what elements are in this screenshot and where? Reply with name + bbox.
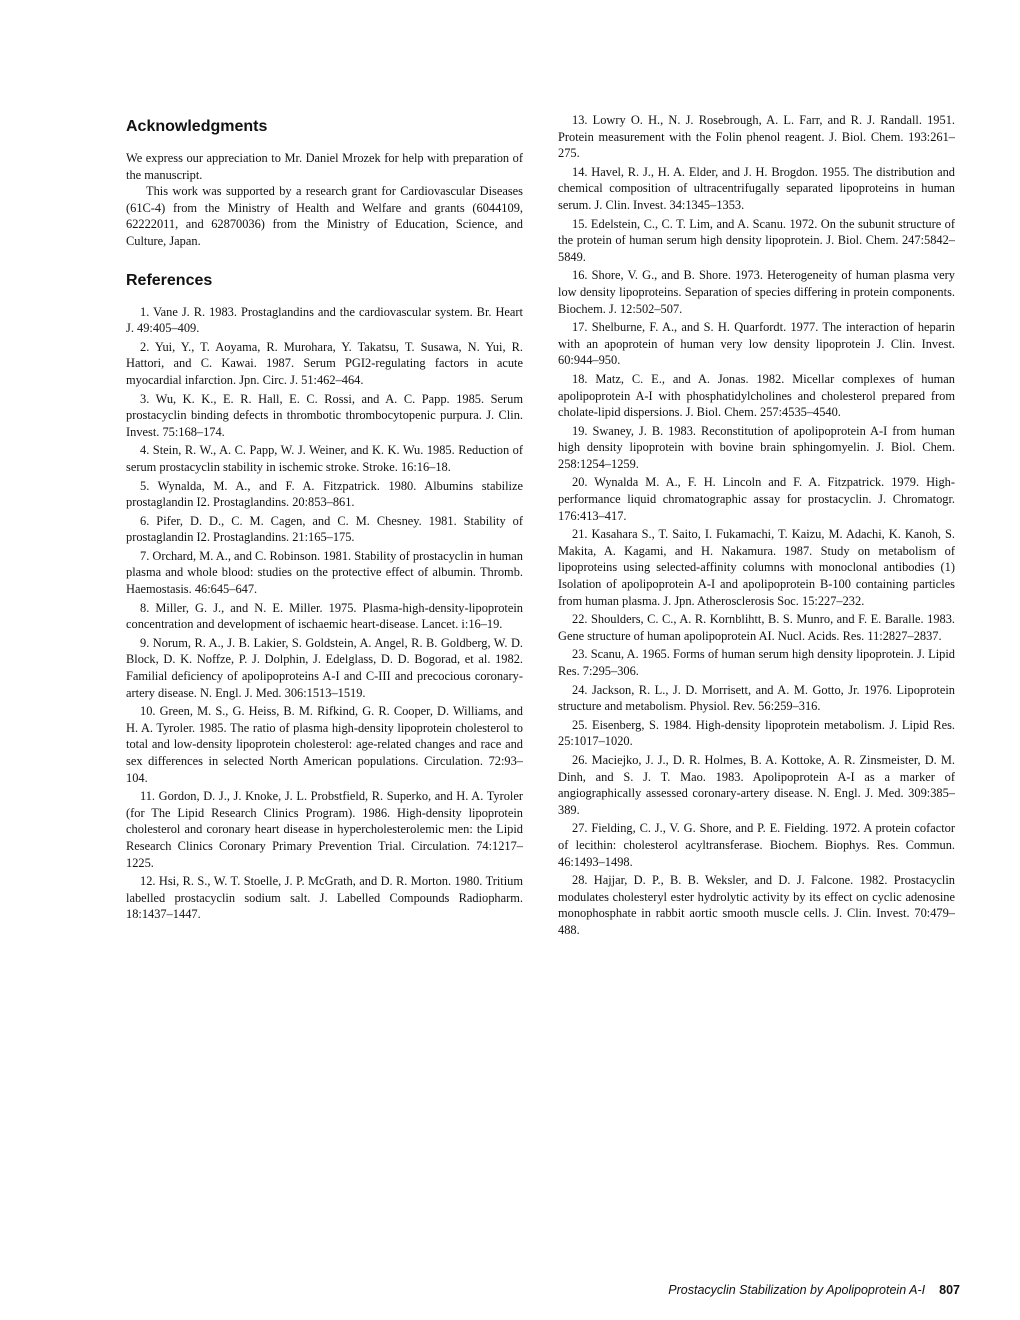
acknowledgments-paragraph: This work was supported by a research grant for Cardiovascular Diseases (61C-4) from the Ministry of Health and Welfare and grants (6044109, 62222011, and 62870036) from the Ministry of Education, Science, and Culture, Japan. <box>126 184 523 248</box>
reference-item: 2. Yui, Y., T. Aoyama, R. Murohara, Y. Takatsu, T. Susawa, N. Yui, R. Hattori, and C. Kawai. 1987. Serum PGI2-regulating factors in acute myocardial infarction. Jpn. Circ. J. 51:462–464. <box>126 339 523 387</box>
reference-item: 28. Hajjar, D. P., B. B. Weksler, and D. J. Falcone. 1982. Prostacyclin modulates cholesteryl ester hydrolytic activity by its effect on cyclic adenosine monophosphate in rabbit aortic smooth muscle cells. J. Clin. Invest. 70:479–488. <box>558 873 955 937</box>
reference-item: 8. Miller, G. J., and N. E. Miller. 1975. Plasma-high-density-lipoprotein concentration and development of ischaemic heart-disease. Lancet. i:16–19. <box>126 600 523 632</box>
reference-list-left <box>126 304 523 923</box>
running-title: Prostacyclin Stabilization by Apolipoprotein A-I <box>668 1283 926 1297</box>
reference-item: 16. Shore, V. G., and B. Shore. 1973. Heterogeneity of human plasma very low density lipoproteins. Separation of species differing in protein components. Biochem. J. 12:502–507. <box>558 268 955 316</box>
reference-item: 9. Norum, R. A., J. B. Lakier, S. Goldstein, A. Angel, R. B. Goldberg, W. D. Block, D. K. Noffze, P. J. Dolphin, J. Edelglass, D. D. Bogorad, et al. 1982. Familial deficiency of apolipoproteins A-I and C-III and precocious coronary-artery disease. N. Engl. J. Med. 306:1513–1519. <box>126 635 523 700</box>
acknowledgments-paragraph: We express our appreciation to Mr. Daniel Mrozek for help with preparation of the manuscript. <box>126 151 523 182</box>
reference-item: 4. Stein, R. W., A. C. Papp, W. J. Weiner, and K. K. Wu. 1985. Reduction of serum prostacyclin stability in ischemic stroke. Stroke. 16:16–18. <box>126 443 523 474</box>
reference-item: 22. Shoulders, C. C., A. R. Kornblihtt, B. S. Munro, and F. E. Baralle. 1983. Gene structure of human apolipoprotein AI. Nucl. Acids. Res. 11:2827–2837. <box>558 612 955 643</box>
reference-item: 17. Shelburne, F. A., and S. H. Quarfordt. 1977. The interaction of heparin with an apoprotein of human very low density lipoprotein J. Clin. Invest. 60:944–950. <box>558 320 955 368</box>
reference-item: 24. Jackson, R. L., J. D. Morrisett, and A. M. Gotto, Jr. 1976. Lipoprotein structure and metabolism. Physiol. Rev. 56:259–316. <box>558 682 955 714</box>
reference-item: 6. Pifer, D. D., C. M. Cagen, and C. M. Chesney. 1981. Stability of prostaglandin I2. Prostaglandins. 21:165–175. <box>126 513 523 545</box>
reference-item: 7. Orchard, M. A., and C. Robinson. 1981. Stability of prostacyclin in human plasma and whole blood: studies on the protective effect of albumin. Thromb. Haemostasis. 46:645–647. <box>126 548 523 597</box>
acknowledgments-heading: Acknowledgments <box>126 118 268 135</box>
page-number: 807 <box>939 1283 960 1297</box>
reference-item: 11. Gordon, D. J., J. Knoke, J. L. Probstfield, R. Superko, and H. A. Tyroler (for The Lipid Research Clinics Program). 1986. High-density lipoprotein cholesterol and coronary heart disease in hypercholesterolemic men: the Lipid Research Clinics Coronary Primary Prevention Trial. Circulation. 74:1217–1225. <box>126 789 523 870</box>
left-column <box>126 112 523 925</box>
reference-item: 18. Matz, C. E., and A. Jonas. 1982. Micellar complexes of human apolipoprotein A-I with phosphatidylcholines and cholesterol prepared from cholate-lipid dispersions. J. Biol. Chem. 257:4535–4540. <box>558 371 955 420</box>
references-heading: References <box>126 271 213 289</box>
reference-item: 13. Lowry O. H., N. J. Rosebrough, A. L. Farr, and R. J. Randall. 1951. Protein measurement with the Folin phenol reagent. J. Biol. Chem. 193:261–275. <box>558 113 955 161</box>
reference-item: 20. Wynalda M. A., F. H. Lincoln and F. A. Fitzpatrick. 1979. High-performance liquid chromatographic assay for prostacyclin. J. Chromatogr. 176:413–417. <box>558 475 955 523</box>
reference-item: 5. Wynalda, M. A., and F. A. Fitzpatrick. 1980. Albumins stabilize prostaglandin I2. Prostaglandins. 20:853–861. <box>126 478 523 510</box>
right-column <box>558 112 955 941</box>
reference-item: 1. Vane J. R. 1983. Prostaglandins and the cardiovascular system. Br. Heart J. 49:405–409. <box>126 304 523 336</box>
reference-item: 21. Kasahara S., T. Saito, I. Fukamachi, T. Kaizu, M. Adachi, K. Kanoh, S. Makita, A. Kagami, and H. Nakamura. 1987. Study on metabolism of lipoproteins using selected-affinity columns with monoclonal antibodies (1) Isolation of apolipoprotein A-I and apolipoprotein B-100 containing particles from human plasma. J. Jpn. Atherosclerosis Soc. 15:227–232. <box>558 527 955 608</box>
reference-list-right <box>558 112 955 939</box>
reference-item: 25. Eisenberg, S. 1984. High-density lipoprotein metabolism. J. Lipid Res. 25:1017–1020. <box>558 717 955 749</box>
page-footer <box>560 1283 960 1297</box>
reference-item: 10. Green, M. S., G. Heiss, B. M. Rifkind, G. R. Cooper, D. Williams, and H. A. Tyroler. 1985. The ratio of plasma high-density lipoprotein cholesterol to total and low-density lipoprotein cholesterol: age-related changes and race and sex differences in selected North American populations. Circulation. 72:93–104. <box>126 704 523 785</box>
reference-item: 23. Scanu, A. 1965. Forms of human serum high density lipoprotein. J. Lipid Res. 7:295–306. <box>558 647 955 678</box>
reference-item: 12. Hsi, R. S., W. T. Stoelle, J. P. McGrath, and D. R. Morton. 1980. Tritium labelled prostacyclin sodium salt. J. Labelled Compounds Radiopharm. 18:1437–1447. <box>126 874 523 922</box>
reference-item: 15. Edelstein, C., C. T. Lim, and A. Scanu. 1972. On the subunit structure of the protein of human serum high density lipoprotein. J. Biol. Chem. 247:5842–5849. <box>558 216 955 264</box>
reference-item: 14. Havel, R. J., H. A. Elder, and J. H. Brogdon. 1955. The distribution and chemical composition of ultracentrifugally separated lipoproteins in human serum. J. Clin. Invest. 34:1345–1353. <box>558 164 955 212</box>
reference-item: 3. Wu, K. K., E. R. Hall, E. C. Rossi, and A. C. Papp. 1985. Serum prostacyclin binding defects in thrombotic thrombocytopenic purpura. J. Clin. Invest. 75:168–174. <box>126 391 523 439</box>
reference-item: 26. Maciejko, J. J., D. R. Holmes, B. A. Kottoke, A. R. Zinsmeister, D. M. Dinh, and S. J. T. Mao. 1983. Apolipoprotein A-I as a marker of angiographically assessed coronary-artery disease. N. Engl. J. Med. 309:385–389. <box>558 752 955 817</box>
reference-item: 27. Fielding, C. J., V. G. Shore, and P. E. Fielding. 1972. A protein cofactor of lecithin: cholesterol acyltransferase. Biochem. Biophys. Res. Commun. 46:1493–1498. <box>558 821 955 869</box>
reference-item: 19. Swaney, J. B. 1983. Reconstitution of apolipoprotein A-I from human high density lipoprotein with bovine brain sphingomyelin. J. Biol. Chem. 258:1254–1259. <box>558 423 955 471</box>
